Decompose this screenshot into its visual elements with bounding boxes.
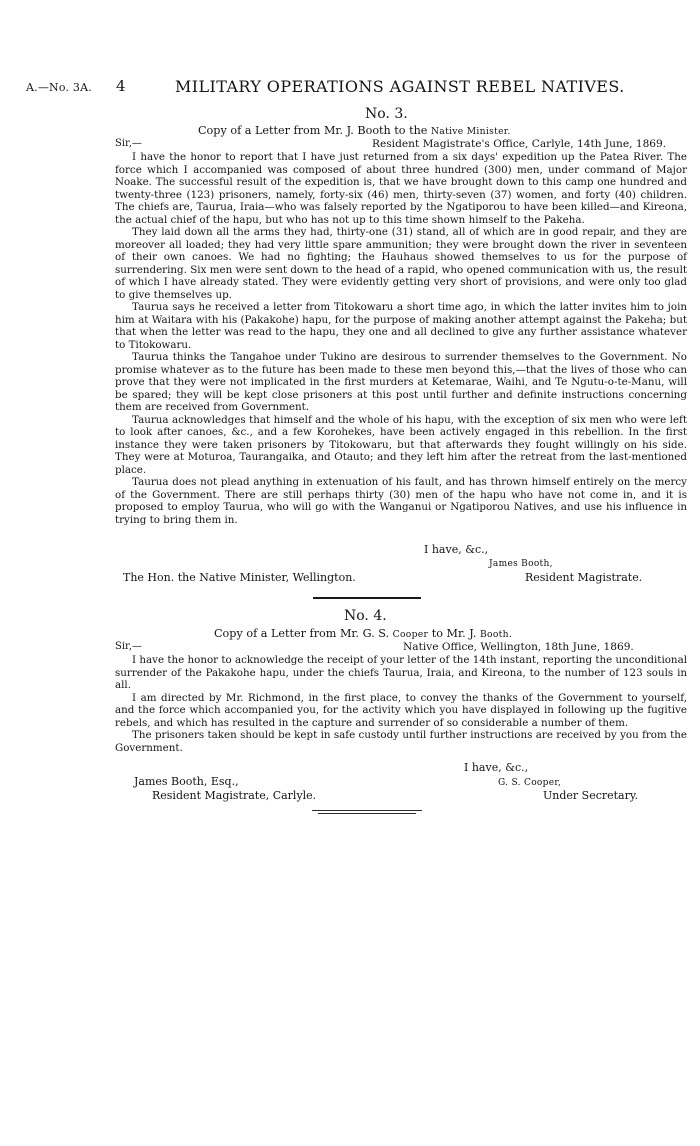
end-rule <box>312 810 422 811</box>
subtitle-prefix: Copy of a Letter from Mr. G. S. <box>214 627 393 640</box>
closing: I have, &c., <box>424 543 489 556</box>
recipient: The Hon. the Native Minister, Wellington. <box>123 571 356 584</box>
letter-body <box>115 151 687 526</box>
subtitle-suffix: to Mr. J. <box>428 627 480 640</box>
signature-name: G. S. Cooper, <box>498 778 562 788</box>
signature <box>498 775 561 788</box>
page-reference: A.—No. 3A. <box>26 81 92 94</box>
signer-title: Under Secretary. <box>543 789 639 802</box>
paragraph: I have the honor to acknowledge the receipt of your letter of the 14th instant, reporting the unconditional surrender of the Pakakohe hapu, under the chiefs Taurua, Iraia, and Kireona, to the number of 123 souls in all. <box>115 654 687 691</box>
paragraph: I have the honor to report that I have just returned from a six days' expedition up the Patea River. The force which I accompanied was composed of about three hundred (300) men, under command of Major Noake. The successful result of the expedition is, that we have brought down to this camp one hundred and twenty-three (123) prisoners, namely, forty-six (46) men, thirty-seven (37) women, and forty (40) children. The chiefs are, Taurua, Iraia—who was falsely reported by the Ngatiporou to have been killed—and Kireona, the actual chief of the hapu, but who has not up to this time shown himself to the Pakeha. <box>115 151 687 226</box>
subtitle-recipient: Native Minister. <box>430 126 511 137</box>
subtitle-prefix: Copy of a Letter from Mr. J. Booth to the <box>198 124 431 137</box>
recipient-name: James Booth, Esq., <box>134 775 239 788</box>
paragraph: They laid down all the arms they had, thirty-one (31) stand, all of which are in good repair, and they are moreover all loaded; they had very little spare ammunition; they were brought down the river in seventeen of their own canoes. We had no fighting; the Hauhaus showed themselves to us for the purpose of surrendering. Six men were sent down to the head of a rapid, who opened communication with us, the result of which I have already stated. They were evidently getting very short of provisions, and were only too glad to give themselves up. <box>115 226 687 301</box>
closing: I have, &c., <box>464 761 529 774</box>
salutation: Sir,— <box>115 138 142 149</box>
paragraph: Taurua says he received a letter from Titokowaru a short time ago, in which the latter invites him to join him at Waitara with his (Pakakohe) hapu, for the purpose of making another attempt against the Pakeha; but that when the letter was read to the hapu, they one and all declined to give any further assistance whatever to Titokowaru. <box>115 301 687 351</box>
paragraph: The prisoners taken should be kept in safe custody until further instructions are received by you from the Government. <box>115 729 687 754</box>
page-number: 4 <box>116 77 126 95</box>
letter-number: No. 4. <box>344 608 387 624</box>
letter-number: No. 3. <box>365 106 408 122</box>
subtitle-sender: Cooper <box>392 629 429 640</box>
paragraph: I am directed by Mr. Richmond, in the first place, to convey the thanks of the Government to yourself, and the force which accompanied you, for the activity which you have displayed in following up the fugitive rebels, and which has resulted in the capture and surrender of so considerable a number of them. <box>115 691 687 729</box>
signer-title: Resident Magistrate. <box>525 571 643 584</box>
salutation: Sir,— <box>115 641 142 652</box>
sender-address-date: Native Office, Wellington, 18th June, 1869. <box>403 641 634 653</box>
subtitle-recipient: Booth. <box>479 629 513 640</box>
signature-name: James Booth, <box>489 559 553 569</box>
section-divider <box>313 597 421 599</box>
end-rule <box>318 813 416 814</box>
letter-subtitle <box>214 627 512 640</box>
paragraph: Taurua thinks the Tangahoe under Tukino are desirous to surrender themselves to the Government. No promise whatever as to the future has been made to these men beyond this,—that the lives of those who can prove that they were not implicated in the first murders at Ketemarae, Waihi, and Te Ngutu-o-te-Manu, will be spared; they will be kept close prisoners at this post until further and definite instructions concerning them are received from Government. <box>115 351 687 413</box>
letter-subtitle <box>198 124 511 137</box>
running-title: MILITARY OPERATIONS AGAINST REBEL NATIVES. <box>175 77 625 96</box>
recipient-title: Resident Magistrate, Carlyle. <box>152 789 317 802</box>
paragraph: Taurua does not plead anything in extenuation of his fault, and has thrown himself entirely on the mercy of the Government. There are still perhaps thirty (30) men of the hapu who have not come in, and it is proposed to employ Taurua, who will go with the Wanganui or Ngatiporou Natives, and use his influence in trying to bring them in. <box>115 476 687 526</box>
paragraph: Taurua acknowledges that himself and the whole of his hapu, with the exception of six men who were left to look after canoes, &c., and a few Korohekes, have been actively engaged in this rebellion. In the first instance they were taken prisoners by Titokowaru, but that afterwards they fought willingly on his side. They were at Moturoa, Taurangaika, and Otauto; and they left him after the retreat from the last-mentioned place. <box>115 413 687 476</box>
sender-address-date: Resident Magistrate's Office, Carlyle, 14th June, 1869. <box>372 138 667 150</box>
letter-body <box>115 654 687 754</box>
signature <box>489 556 553 569</box>
